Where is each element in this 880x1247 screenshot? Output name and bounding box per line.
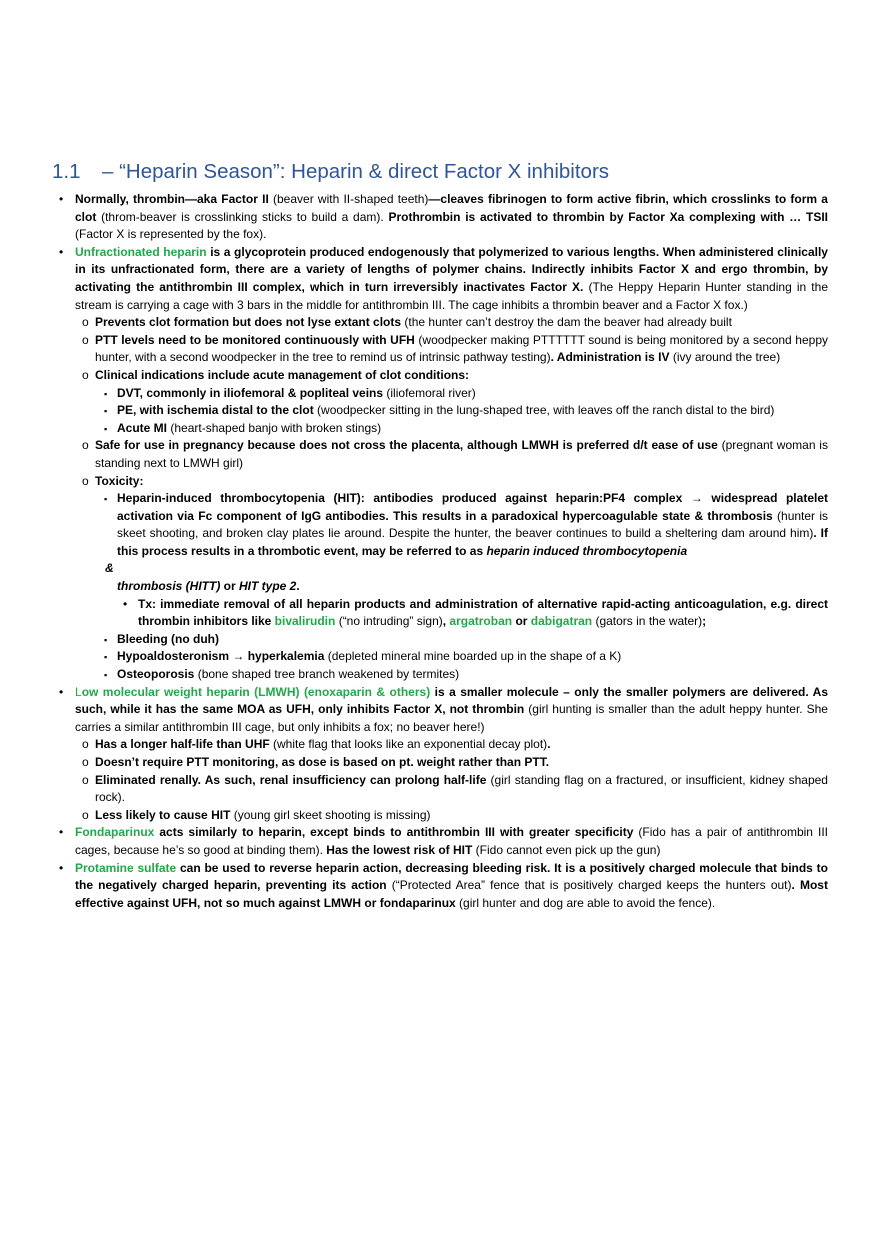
section-heading — [52, 160, 609, 184]
subsubbullet-pe: ▪ PE, with ischemia distal to the clot (woodpecker sitting in the lung-shaped tree, with leaves off the ranch distal to the bird) — [117, 402, 828, 420]
square-bullet: ▪ — [104, 406, 108, 417]
square-bullet: ▪ — [104, 388, 108, 399]
circle-bullet: o — [82, 438, 89, 453]
section-number: 1.1 — [52, 160, 81, 183]
circle-bullet: o — [82, 332, 89, 347]
circle-bullet: o — [82, 315, 89, 330]
disc-bullet: • — [59, 244, 64, 259]
notes-body — [0, 191, 880, 912]
subbullet-clinical-indications: o Clinical indications include acute management of clot conditions: — [95, 367, 828, 385]
circle-bullet: o — [82, 772, 89, 787]
subbullet-less-hit: o Less likely to cause HIT (young girl skeet shooting is missing) — [95, 807, 828, 825]
subsubbullet-acute-mi: ▪ Acute MI (heart-shaped banjo with broken stings) — [117, 420, 828, 438]
disc-bullet: • — [59, 192, 64, 206]
treatment-bullet: • Tx: immediate removal of all heparin products and administration of alternative rapid-acting anticoagulation, e.g. direct thrombin inhibitors like bivalirudin (“no intruding” sign), argatroban or dabigatran (gators in the water); — [123, 596, 828, 629]
subbullet-toxicity: o Toxicity: — [95, 473, 828, 491]
bullet-thrombin: • Normally, thrombin—aka Factor II (beaver with II-shaped teeth)—cleaves fibrinogen to form active fibrin, which crosslinks to form a clot (throm-beaver is crosslinking sticks to build a dam). Prothrombin is activated to thrombin by Factor Xa complexing with … TSII (Factor X is represented by the fox). — [59, 192, 828, 242]
circle-bullet: o — [82, 473, 89, 488]
ampersand-line: & — [105, 561, 114, 576]
square-bullet: ▪ — [104, 670, 108, 681]
circle-bullet: o — [82, 367, 89, 382]
square-bullet: ▪ — [104, 423, 108, 434]
subbullet-pregnancy: o Safe for use in pregnancy because does not cross the placenta, although LMWH is preferred d/t ease of use (pregnant woman is standing next to LMWH girl) — [82, 438, 828, 470]
disc-bullet: • — [123, 596, 128, 611]
disc-bullet: • — [59, 684, 64, 699]
subsubbullet-hit: ▪ Heparin-induced thrombocytopenia (HIT): antibodies produced against heparin:PF4 complex → widespread platelet activation via Fc component of IgG antibodies. This results in a paradoxical hypercoagulable state & thrombosis (hunter is skeet shooting, and broken clay plates lie around. Despite the hunter, the beaver continues to build a sheltering dam around him). If this process results in a thrombotic event, may be referred to as heparin induced thrombocytopenia — [104, 491, 829, 558]
subbullet-renal: o Eliminated renally. As such, renal insufficiency can prolong half-life (girl standing flag on a fractured, or insufficient, kidney shaped rock). — [82, 772, 828, 805]
subsubbullet-hypoaldosteronism: ▪ Hypoaldosteronism → hyperkalemia (depleted mineral mine boarded up in the shape of a K) — [117, 648, 828, 666]
square-bullet: ▪ — [104, 652, 108, 663]
circle-bullet: o — [82, 807, 89, 822]
hitt-line: thrombosis (HITT) or HIT type 2. — [117, 579, 300, 594]
disc-bullet: • — [59, 825, 64, 840]
subbullet-ptt-monitoring: o PTT levels need to be monitored continuously with UFH (woodpecker making PTTTTTT sound is being monitored by a second heppy hunter, with a second woodpecker in the tree to remind us of intrinsic pathway testing). Administration is IV (ivy around the tree) — [82, 332, 828, 365]
subsubbullet-dvt: ▪ DVT, commonly in iliofemoral & popliteal veins (iliofemoral river) — [117, 385, 828, 403]
subsubbullet-bleeding: ▪ Bleeding (no duh) — [117, 631, 828, 649]
subbullet-no-ptt: o Doesn’t require PTT monitoring, as dose is based on pt. weight rather than PTT. — [95, 754, 828, 772]
bullet-lmwh: • Low molecular weight heparin (LMWH) (enoxaparin & others) is a smaller molecule – only the smaller polymers are delivered. As such, while it has the same MOA as UFH, only inhibits Factor X, not thrombin (girl hunting is smaller than the adult heppy hunter. She carries a similar antithrombin III cage, but only inhibits a fox; no beaver here!) — [59, 684, 828, 734]
square-bullet: ▪ — [104, 494, 108, 505]
bullet-fondaparinux: • Fondaparinux acts similarly to heparin, except binds to antithrombin III with greater specificity (Fido has a pair of antithrombin III cages, because he’s so good at binding them). Has the lowest risk of HIT (Fido cannot even pick up the gun) — [59, 825, 828, 857]
circle-bullet: o — [82, 737, 89, 752]
square-bullet: ▪ — [104, 634, 108, 645]
bullet-protamine-sulfate: • Protamine sulfate can be used to reverse heparin action, decreasing bleeding risk. It is a positively charged molecule that binds to the negatively charged heparin, preventing its action (“Protected Area” fence that is positively charged keeps the hunters out). Most effective against UFH, not so much against LMWH or fondaparinux (girl hunter and dog are able to avoid the fence). — [59, 860, 828, 910]
circle-bullet: o — [82, 755, 89, 769]
subbullet-half-life: o Has a longer half-life than UHF (white flag that looks like an exponential decay plot). — [95, 736, 828, 754]
bullet-unfractionated-heparin: • Unfractionated heparin is a glycoprotein produced endogenously that polymerized to various lengths. When administered clinically in its unfractionated form, there are a variety of lengths of polymer chains. Indirectly inhibits Factor X and ergo thrombin, by activating the antithrombin III complex, which in turn irreversibly inactivates Factor X. (The Heppy Heparin Hunter standing in the stream is carrying a cage with 3 bars in the middle for antithrombin III. The cage inhibits a thrombin beaver and a Factor X fox.) — [59, 244, 828, 312]
subsubbullet-osteoporosis: ▪ Osteoporosis (bone shaped tree branch weakened by termites) — [117, 666, 828, 684]
section-title: – “Heparin Season”: Heparin & direct Factor X inhibitors — [102, 160, 610, 183]
disc-bullet: • — [59, 860, 64, 875]
subbullet-prevents-clot: o Prevents clot formation but does not lyse extant clots (the hunter can’t destroy the dam the beaver had already built — [95, 314, 828, 332]
